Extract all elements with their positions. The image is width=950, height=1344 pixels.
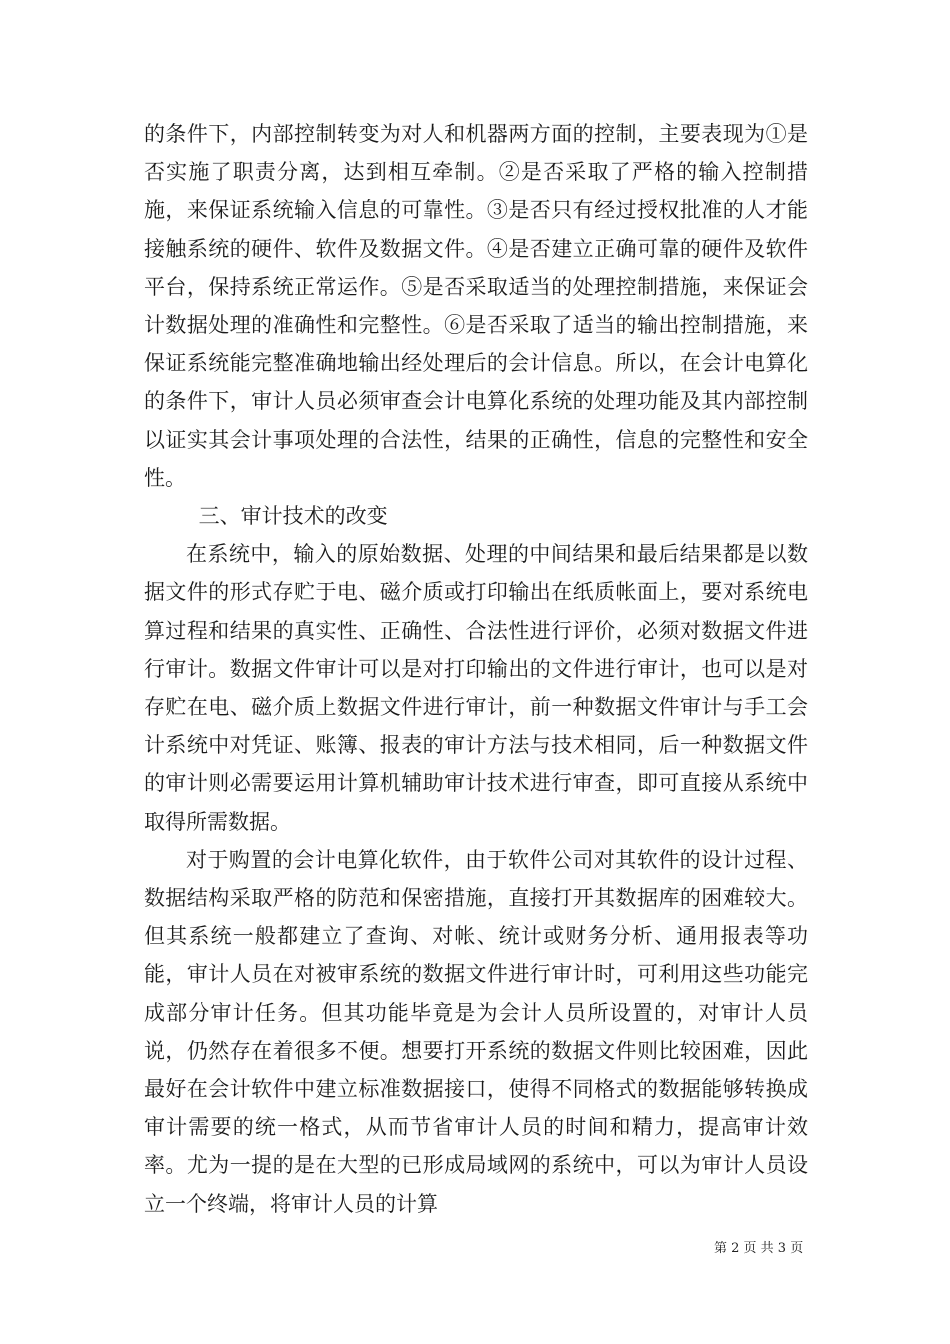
paragraph-purchased-software: 对于购置的会计电算化软件，由于软件公司对其软件的设计过程、数据结构采取严格的防范和保密措施，直接打开其数据库的困难较大。但其系统一般都建立了查询、对帐、统计或财务分析、通用报表等功能，审计人员在对被审系统的数据文件进行审计时，可利用这些功能完成部分审计任务。但其功能毕竟是为会计人员所设置的，对审计人员说，仍然存在着很多不便。想要打开系统的数据文件则比较困难，因此最好在会计软件中建立标准数据接口，使得不同格式的数据能够转换成审计需要的统一格式，从而节省审计人员的时间和精力，提高审计效率。尤为一提的是在大型的已形成局域网的系统中，可以为审计人员设立一个终端，将审计人员的计算 (144, 847, 808, 1216)
section-heading-audit-technique: 三、审计技术的改变 (198, 504, 388, 529)
paragraph-data-file-audit: 在系统中，输入的原始数据、处理的中间结果和最后结果都是以数据文件的形式存贮于电、磁介质或打印输出在纸质帐面上，要对系统电算过程和结果的真实性、正确性、合法性进行评价，必须对数据文件进行审计。数据文件审计可以是对打印输出的文件进行审计，也可以是对存贮在电、磁介质上数据文件进行审计，前一种数据文件审计与手工会计系统中对凭证、账簿、报表的审计方法与技术相同，后一种数据文件的审计则必需要运用计算机辅助审计技术进行审查，即可直接从系统中取得所需数据。 (144, 542, 808, 834)
document-body (144, 115, 808, 1223)
page-number-footer: 第 2 页 共 3 页 (714, 1241, 804, 1256)
paragraph-internal-control: 的条件下，内部控制转变为对人和机器两方面的控制，主要表现为①是否实施了职责分离，达到相互牵制。②是否采取了严格的输入控制措施，来保证系统输入信息的可靠性。③是否只有经过授权批准的人才能接触系统的硬件、软件及数据文件。④是否建立正确可靠的硬件及软件平台，保持系统正常运作。⑤是否采取适当的处理控制措施，来保证会计数据处理的准确性和完整性。⑥是否采取了适当的输出控制措施，来保证系统能完整准确地输出经处理后的会计信息。所以，在会计电算化的条件下，审计人员必须审查会计电算化系统的处理功能及其内部控制以证实其会计事项处理的合法性，结果的正确性，信息的完整性和安全性。 (144, 122, 808, 490)
